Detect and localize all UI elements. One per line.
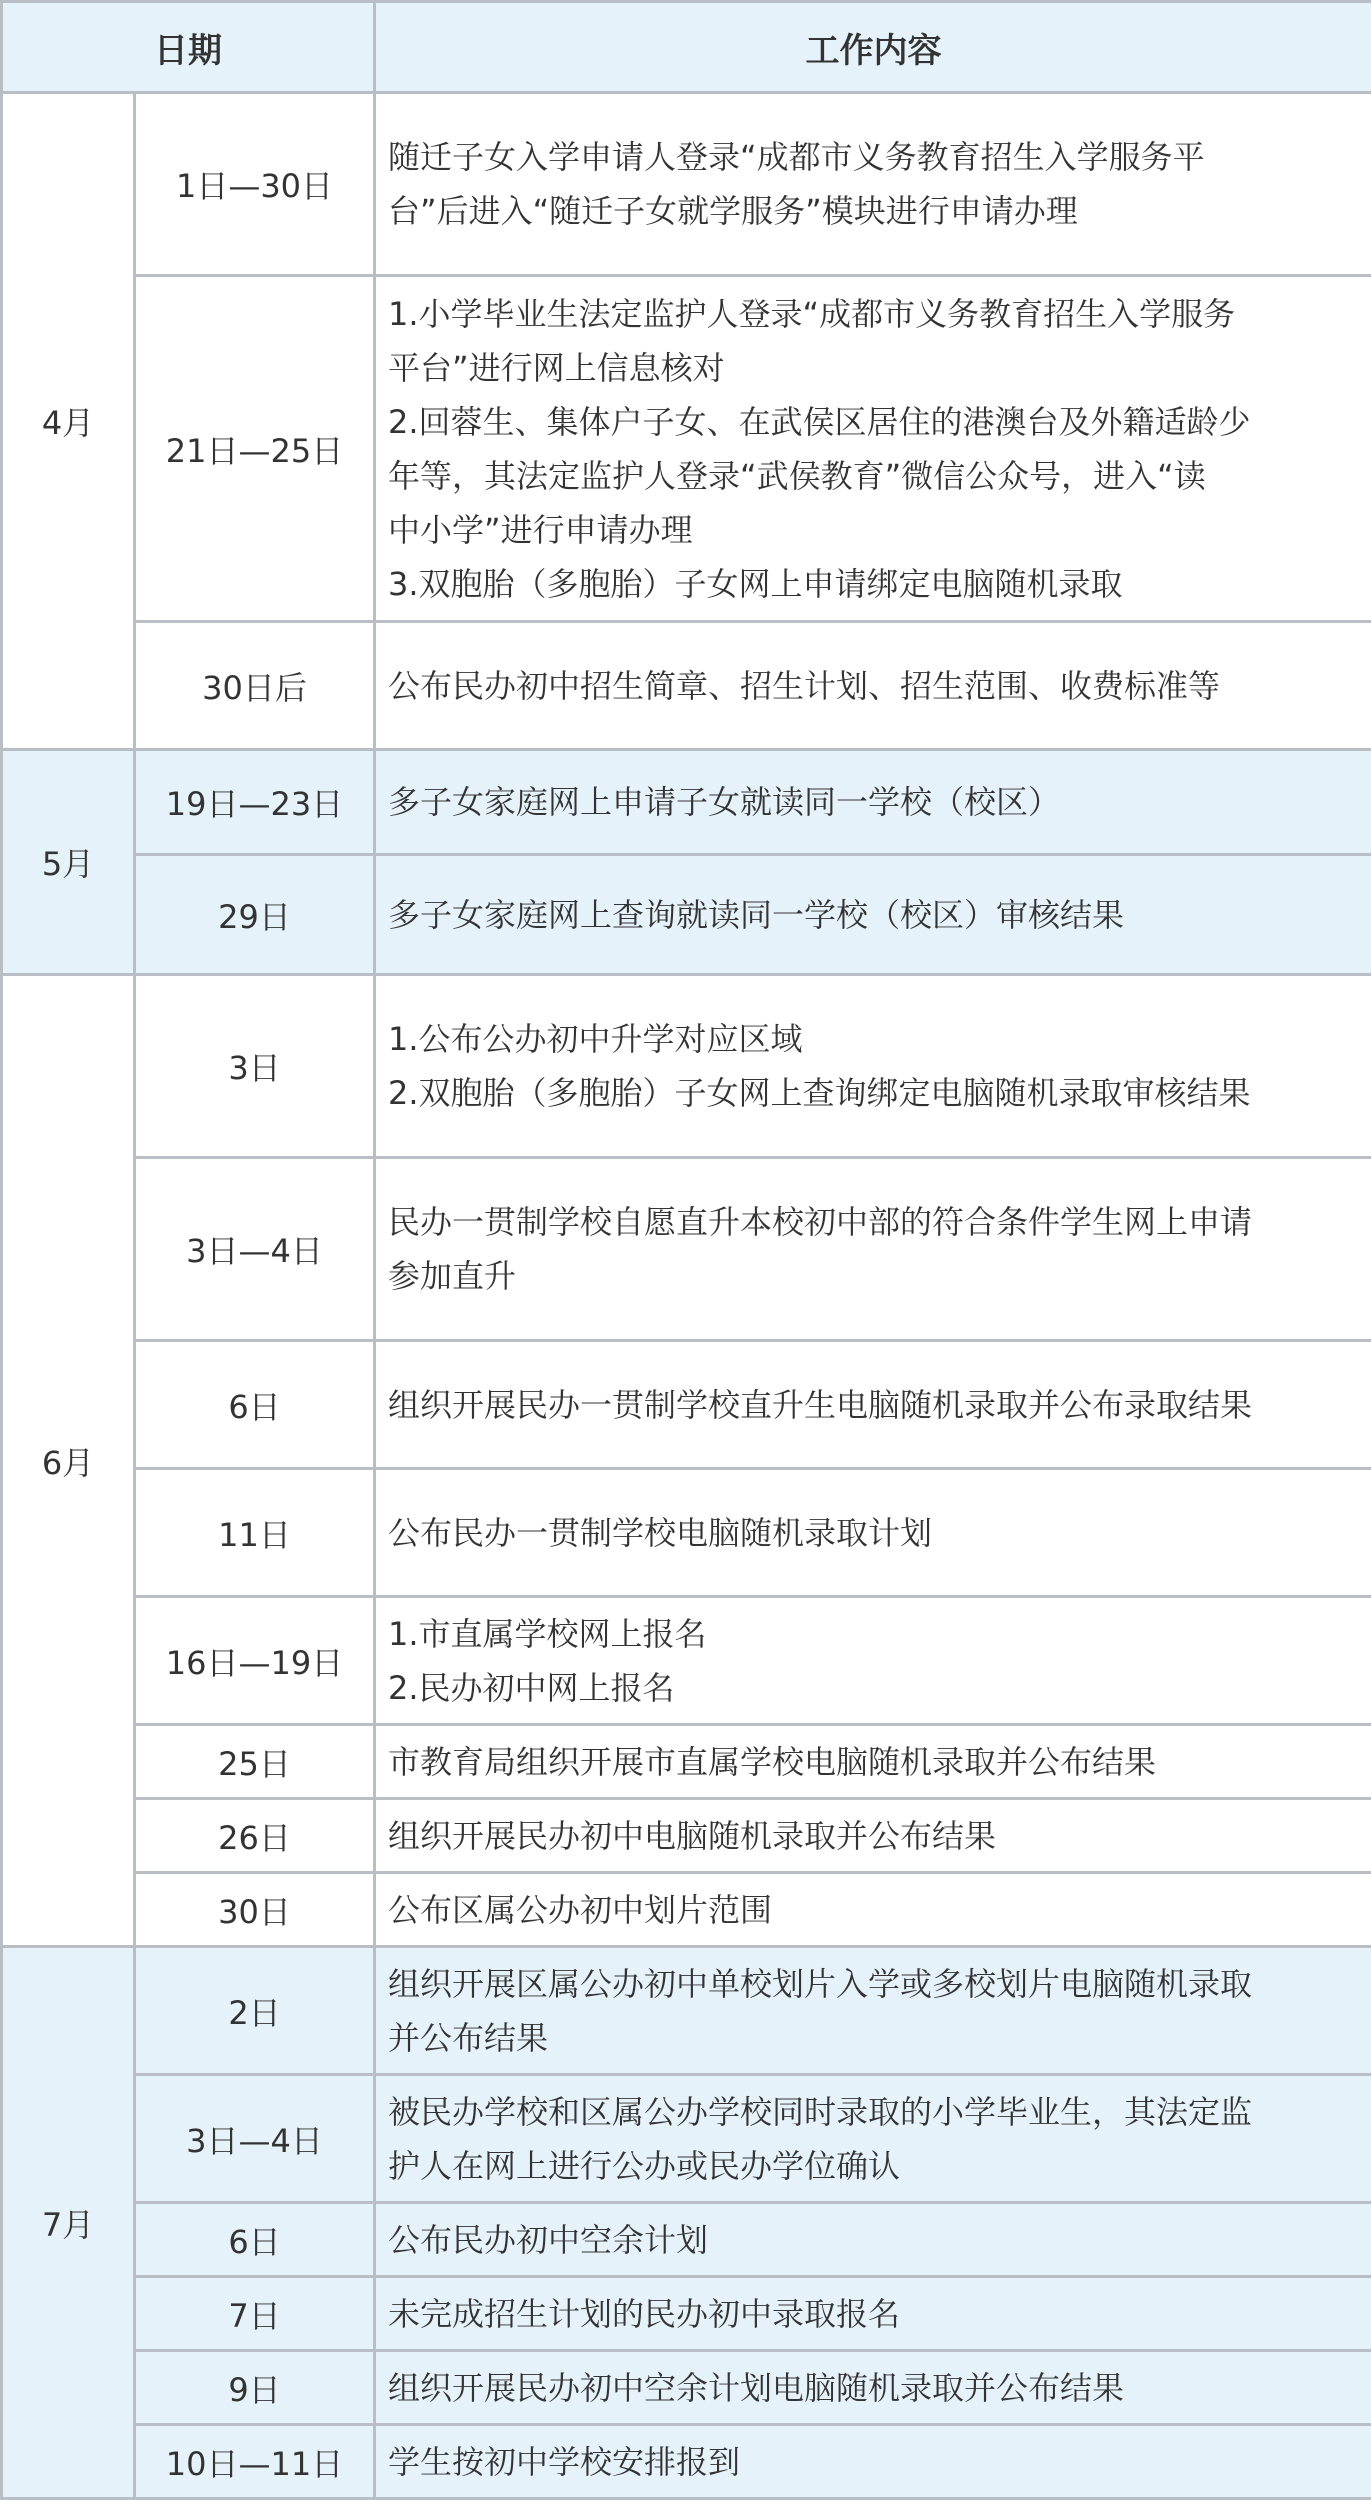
month-cell: 7月 xyxy=(2,1947,135,2499)
month-cell: 4月 xyxy=(2,93,135,750)
content-line: 公布民办初中空余计划 xyxy=(388,2213,1357,2267)
content-cell xyxy=(375,750,1371,855)
month-cell: 6月 xyxy=(2,975,135,1947)
content-line: 护人在网上进行公办或民办学位确认 xyxy=(388,2139,1357,2193)
schedule-row xyxy=(2,2203,1371,2277)
schedule-row xyxy=(2,2075,1371,2203)
content-cell xyxy=(375,855,1371,975)
content-line: 平台”进行网上信息核对 xyxy=(388,341,1357,395)
content-cell xyxy=(375,975,1371,1158)
date-cell: 25日 xyxy=(135,1725,375,1799)
schedule-row xyxy=(2,975,1371,1158)
schedule-row xyxy=(2,1873,1371,1947)
schedule-row xyxy=(2,1469,1371,1597)
date-cell: 21日—25日 xyxy=(135,276,375,622)
date-cell: 3日—4日 xyxy=(135,2075,375,2203)
schedule-row xyxy=(2,2277,1371,2351)
content-line: 台”后进入“随迁子女就学服务”模块进行申请办理 xyxy=(388,184,1357,238)
content-line: 年等，其法定监护人登录“武侯教育”微信公众号，进入“读 xyxy=(388,449,1357,503)
date-cell: 7日 xyxy=(135,2277,375,2351)
content-cell xyxy=(375,276,1371,622)
content-line: 市教育局组织开展市直属学校电脑随机录取并公布结果 xyxy=(388,1735,1357,1789)
date-cell: 19日—23日 xyxy=(135,750,375,855)
content-cell xyxy=(375,1873,1371,1947)
schedule-row xyxy=(2,1158,1371,1341)
schedule-row xyxy=(2,1947,1371,2075)
schedule-row xyxy=(2,1799,1371,1873)
content-line: 组织开展民办初中空余计划电脑随机录取并公布结果 xyxy=(388,2361,1357,2415)
date-cell: 6日 xyxy=(135,2203,375,2277)
schedule-row xyxy=(2,2425,1371,2499)
content-cell xyxy=(375,1799,1371,1873)
header-row xyxy=(2,2,1371,93)
content-line: 公布区属公办初中划片范围 xyxy=(388,1883,1357,1937)
content-cell xyxy=(375,1158,1371,1341)
content-line: 公布民办初中招生简章、招生计划、招生范围、收费标准等 xyxy=(388,659,1357,713)
content-line: 参加直升 xyxy=(388,1249,1357,1303)
date-cell: 3日 xyxy=(135,975,375,1158)
date-cell: 11日 xyxy=(135,1469,375,1597)
content-column-header: 工作内容 xyxy=(375,2,1371,93)
content-line: 2.双胞胎（多胞胎）子女网上查询绑定电脑随机录取审核结果 xyxy=(388,1066,1357,1120)
content-line: 组织开展民办一贯制学校直升生电脑随机录取并公布录取结果 xyxy=(388,1378,1357,1432)
content-line: 民办一贯制学校自愿直升本校初中部的符合条件学生网上申请 xyxy=(388,1195,1357,1249)
month-cell: 5月 xyxy=(2,750,135,975)
schedule-row xyxy=(2,855,1371,975)
date-cell: 30日 xyxy=(135,1873,375,1947)
content-line: 2.民办初中网上报名 xyxy=(388,1661,1357,1715)
content-line: 2.回蓉生、集体户子女、在武侯区居住的港澳台及外籍适龄少 xyxy=(388,395,1357,449)
content-line: 公布民办一贯制学校电脑随机录取计划 xyxy=(388,1506,1357,1560)
content-cell xyxy=(375,2351,1371,2425)
content-line: 随迁子女入学申请人登录“成都市义务教育招生入学服务平 xyxy=(388,130,1357,184)
date-cell: 29日 xyxy=(135,855,375,975)
content-line: 1.公布公办初中升学对应区域 xyxy=(388,1012,1357,1066)
schedule-body xyxy=(2,93,1371,2499)
schedule-row xyxy=(2,276,1371,622)
content-cell xyxy=(375,1469,1371,1597)
schedule-row xyxy=(2,1725,1371,1799)
schedule-row xyxy=(2,750,1371,855)
content-cell xyxy=(375,1597,1371,1725)
content-cell xyxy=(375,2075,1371,2203)
date-cell: 10日—11日 xyxy=(135,2425,375,2499)
date-cell: 2日 xyxy=(135,1947,375,2075)
content-cell xyxy=(375,93,1371,276)
date-cell: 26日 xyxy=(135,1799,375,1873)
content-line: 学生按初中学校安排报到 xyxy=(388,2435,1357,2489)
content-line: 多子女家庭网上查询就读同一学校（校区）审核结果 xyxy=(388,888,1357,942)
date-cell: 30日后 xyxy=(135,622,375,750)
content-line: 并公布结果 xyxy=(388,2011,1357,2065)
content-line: 未完成招生计划的民办初中录取报名 xyxy=(388,2287,1357,2341)
schedule-row xyxy=(2,1597,1371,1725)
date-cell: 1日—30日 xyxy=(135,93,375,276)
content-cell xyxy=(375,622,1371,750)
content-cell xyxy=(375,2277,1371,2351)
content-cell xyxy=(375,2203,1371,2277)
content-line: 被民办学校和区属公办学校同时录取的小学毕业生，其法定监 xyxy=(388,2085,1357,2139)
content-cell xyxy=(375,1947,1371,2075)
content-line: 中小学”进行申请办理 xyxy=(388,503,1357,557)
schedule-row xyxy=(2,2351,1371,2425)
content-cell xyxy=(375,2425,1371,2499)
schedule-row xyxy=(2,622,1371,750)
content-line: 1.市直属学校网上报名 xyxy=(388,1607,1357,1661)
content-line: 多子女家庭网上申请子女就读同一学校（校区） xyxy=(388,775,1357,829)
date-cell: 16日—19日 xyxy=(135,1597,375,1725)
content-line: 3.双胞胎（多胞胎）子女网上申请绑定电脑随机录取 xyxy=(388,557,1357,611)
content-line: 组织开展区属公办初中单校划片入学或多校划片电脑随机录取 xyxy=(388,1957,1357,2011)
date-cell: 3日—4日 xyxy=(135,1158,375,1341)
schedule-row xyxy=(2,1341,1371,1469)
schedule-row xyxy=(2,93,1371,276)
content-cell xyxy=(375,1725,1371,1799)
content-line: 组织开展民办初中电脑随机录取并公布结果 xyxy=(388,1809,1357,1863)
date-cell: 9日 xyxy=(135,2351,375,2425)
content-line: 1.小学毕业生法定监护人登录“成都市义务教育招生入学服务 xyxy=(388,287,1357,341)
content-cell xyxy=(375,1341,1371,1469)
date-column-header: 日期 xyxy=(2,2,375,93)
date-cell: 6日 xyxy=(135,1341,375,1469)
